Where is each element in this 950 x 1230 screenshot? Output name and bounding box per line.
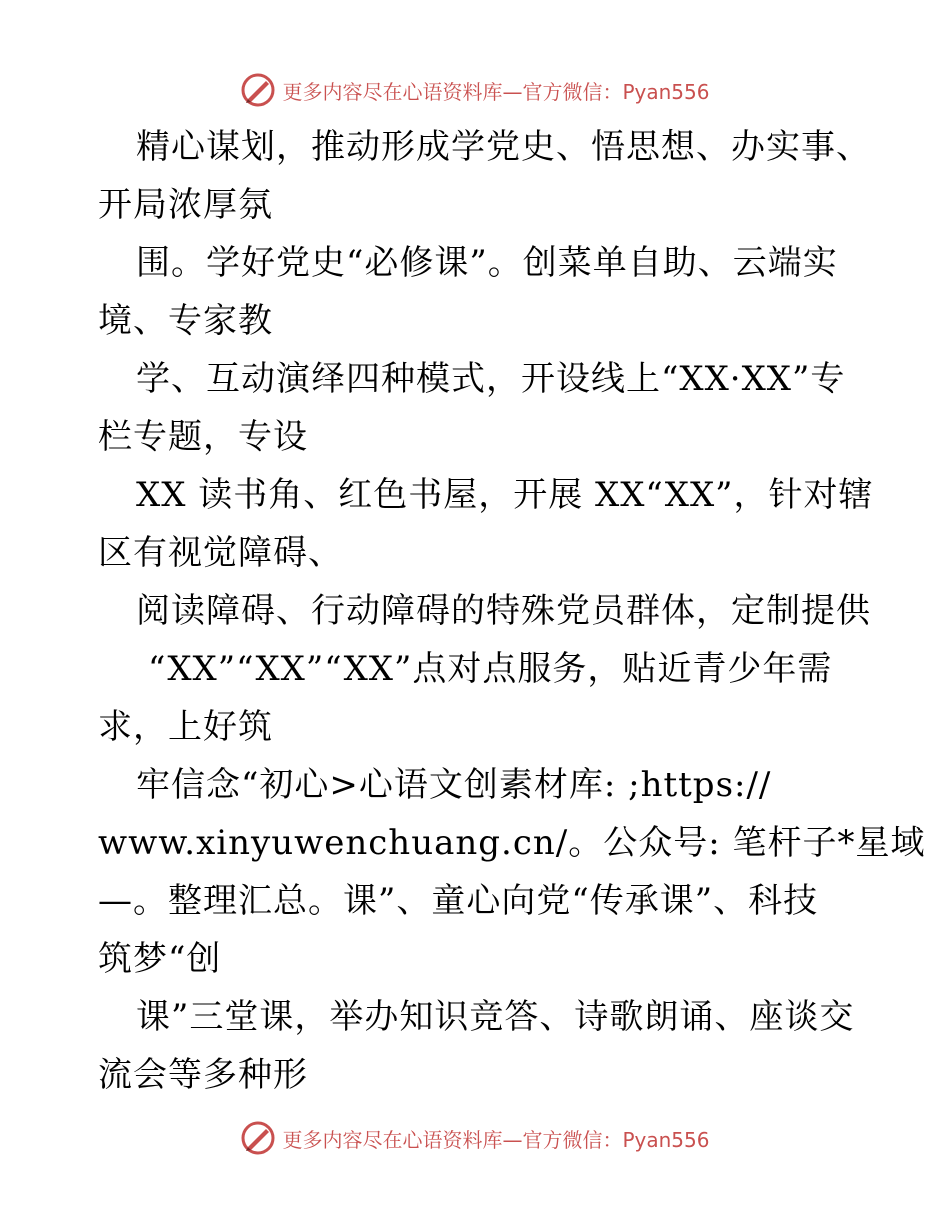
text-line: www.xinyuwenchuang.cn/。公众号: 笔杆子*星域 xyxy=(98,823,926,863)
footer-banner-text: 更多内容尽在心语资料库—官方微信：Pyan556 xyxy=(282,1127,710,1152)
text-line: 课”三堂课，举办知识竞答、诗歌朗诵、座谈交 xyxy=(136,997,855,1037)
text-line: “XX”“XX”“XX”点对点服务，贴近青少年需 xyxy=(148,649,833,689)
text-line: 筑梦“创 xyxy=(98,939,222,979)
header-banner xyxy=(0,70,950,110)
text-line: 流会等多种形 xyxy=(98,1055,308,1095)
header-banner-text: 更多内容尽在心语资料库—官方微信：Pyan556 xyxy=(282,79,710,104)
text-line: 学、互动演绎四种模式，开设线上“XX·XX”专 xyxy=(136,359,846,399)
text-line: 精心谋划，推动形成学党史、悟思想、办实事、 xyxy=(136,127,871,167)
text-line: 阅读障碍、行动障碍的特殊党员群体，定制提供 xyxy=(136,591,871,631)
text-line: XX 读书角、红色书屋，开展 XX“XX”，针对辖 xyxy=(136,475,874,515)
text-line: 境、专家教 xyxy=(98,301,273,341)
text-line: 求，上好筑 xyxy=(98,707,273,747)
text-line: 牢信念“初心>心语文创素材库: ;https:// xyxy=(136,765,772,805)
text-line: 区有视觉障碍、 xyxy=(98,533,343,573)
footer-banner xyxy=(0,1118,950,1158)
text-line: 栏专题，专设 xyxy=(98,417,308,457)
document-body xyxy=(98,118,926,1104)
pen-seal-icon xyxy=(240,1120,276,1156)
text-line: 开局浓厚氛 xyxy=(98,185,273,225)
pen-seal-icon xyxy=(240,72,276,108)
text-line: —。整理汇总。课”、童心向党“传承课”、科技 xyxy=(98,881,819,921)
text-line: 围。学好党史“必修课”。创菜单自助、云端实 xyxy=(136,243,838,283)
